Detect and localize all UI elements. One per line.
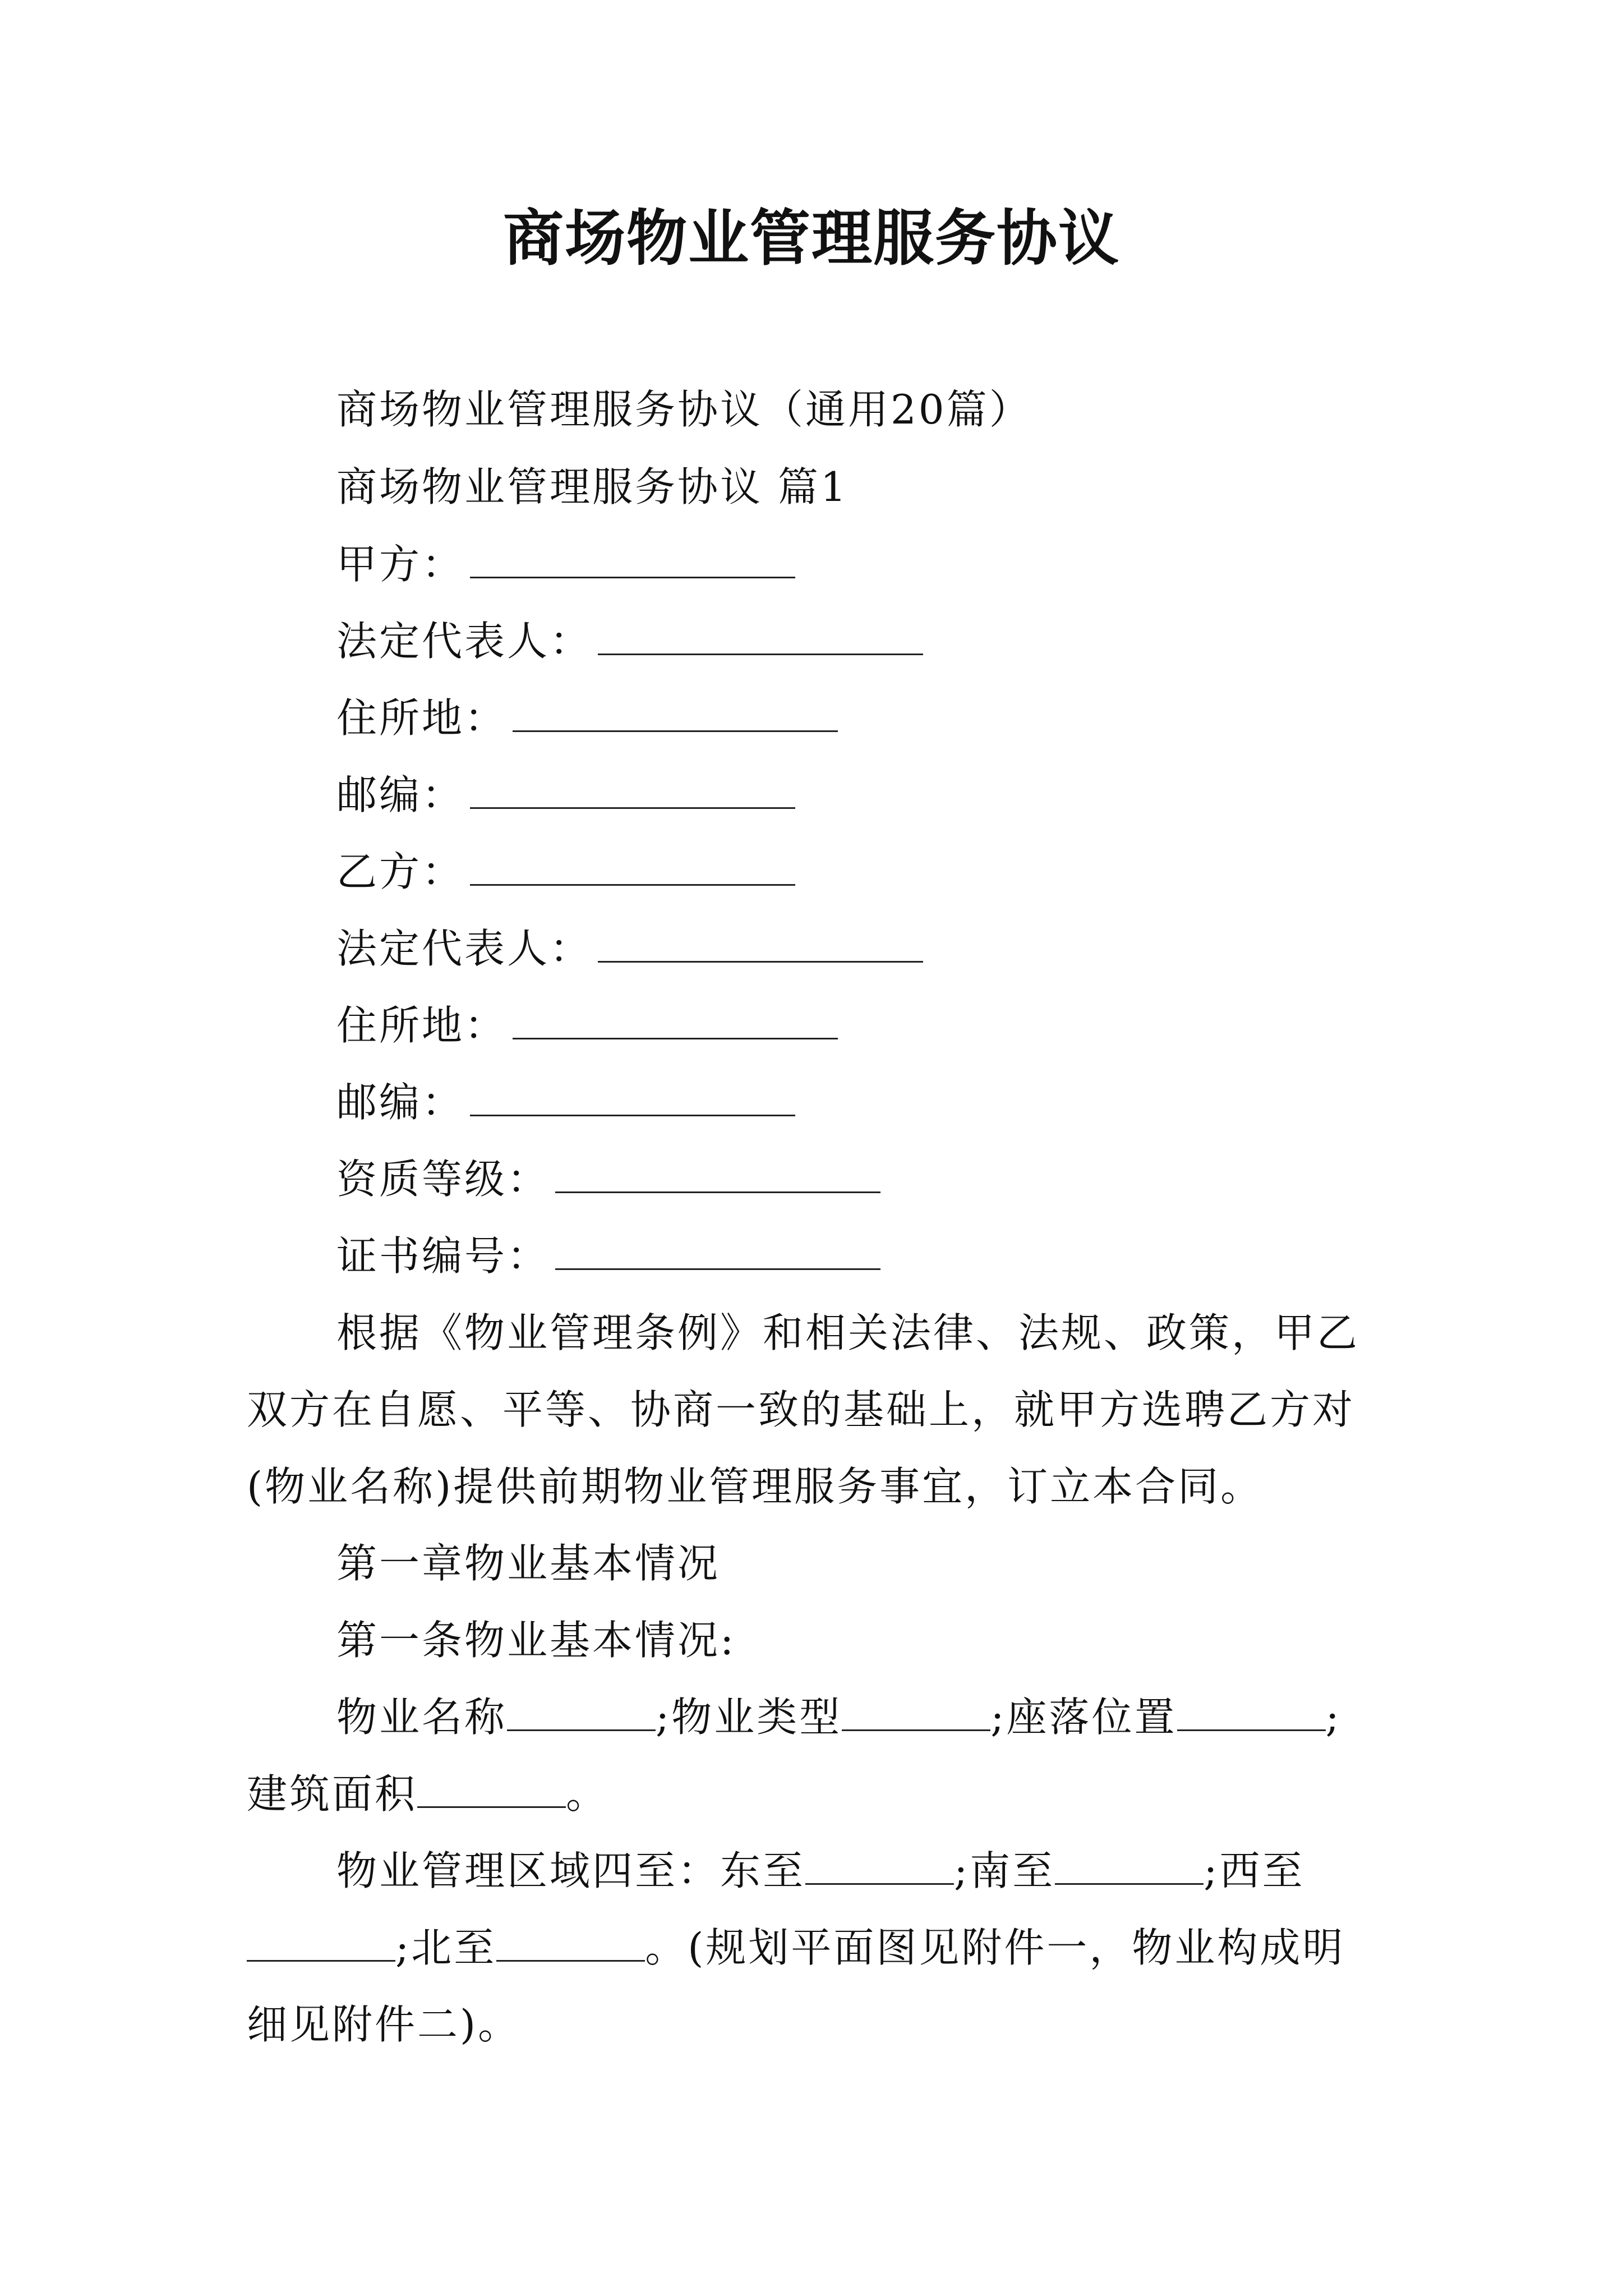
party-b-label: 乙方：	[336, 848, 465, 895]
property-location-label: ;座落位置	[990, 1694, 1177, 1741]
party-b-qualification-label: 资质等级：	[336, 1156, 550, 1203]
boundary-south-blank[interactable]	[1055, 1844, 1204, 1885]
party-b-rep-label: 法定代表人：	[336, 925, 593, 972]
party-b-row	[336, 844, 795, 900]
boundary-note: 。(规划平面图见附件一，物业构成明	[645, 1924, 1345, 1971]
boundary-south-label: ;南至	[954, 1847, 1055, 1894]
building-area-label: 建筑面积	[247, 1770, 418, 1818]
party-a-blank[interactable]	[470, 537, 795, 578]
property-location-blank[interactable]	[1177, 1690, 1326, 1731]
boundary-east-blank[interactable]	[805, 1844, 954, 1885]
intro-paragraph-line-1: 根据《物业管理条例》和相关法律、法规、政策，甲乙	[336, 1309, 1360, 1356]
property-info-line-2	[247, 1766, 608, 1822]
article-heading: 第一条物业基本情况:	[336, 1617, 736, 1664]
section-heading: 商场物业管理服务协议 篇1	[336, 463, 849, 510]
boundary-line-1	[336, 1843, 1305, 1899]
party-b-rep-blank[interactable]	[598, 922, 923, 963]
property-line-end: ;	[1325, 1694, 1341, 1741]
boundary-east-label: 物业管理区域四至：东至	[336, 1847, 806, 1894]
boundary-north-label: ;北至	[395, 1924, 497, 1971]
party-a-rep-label: 法定代表人：	[336, 618, 593, 665]
party-b-address-blank[interactable]	[513, 999, 838, 1039]
party-a-rep-blank[interactable]	[598, 614, 923, 655]
boundary-line-2	[247, 1920, 1345, 1976]
party-b-certificate-row	[336, 1228, 880, 1284]
party-b-address-row	[336, 997, 838, 1053]
document-subtitle: 商场物业管理服务协议（通用20篇）	[336, 386, 1032, 433]
boundary-west-label: ;西至	[1204, 1847, 1305, 1894]
party-a-rep-row	[336, 613, 923, 669]
party-b-blank[interactable]	[470, 845, 795, 886]
intro-paragraph-line-3: (物业名称)提供前期物业管理服务事宜，订立本合同。	[247, 1463, 1264, 1510]
party-a-label: 甲方：	[336, 541, 465, 588]
property-info-line-1	[336, 1689, 1341, 1745]
boundary-west-blank[interactable]	[247, 1921, 395, 1962]
party-a-address-blank[interactable]	[513, 691, 838, 732]
boundary-line-3: 细见附件二)。	[247, 2001, 521, 2048]
boundary-north-blank[interactable]	[496, 1921, 645, 1962]
party-b-certificate-label: 证书编号：	[336, 1232, 550, 1280]
party-b-address-label: 住所地：	[336, 1002, 508, 1049]
party-b-qualification-row	[336, 1151, 880, 1207]
property-type-label: ;物业类型	[656, 1694, 842, 1741]
property-type-blank[interactable]	[842, 1690, 990, 1731]
chapter-heading: 第一章物业基本情况	[336, 1540, 721, 1587]
intro-paragraph-line-2: 双方在自愿、平等、协商一致的基础上，就甲方选聘乙方对	[247, 1386, 1355, 1433]
property-name-blank[interactable]	[507, 1690, 656, 1731]
party-a-postcode-blank[interactable]	[470, 768, 795, 809]
building-area-blank[interactable]	[417, 1767, 566, 1808]
party-b-postcode-label: 邮编：	[336, 1079, 465, 1126]
party-a-postcode-label: 邮编：	[336, 771, 465, 818]
party-a-row	[336, 536, 795, 592]
building-area-end: 。	[566, 1770, 609, 1818]
party-b-rep-row	[336, 921, 923, 977]
party-b-qualification-blank[interactable]	[555, 1152, 880, 1193]
party-a-address-row	[336, 690, 838, 746]
document-title: 商场物业管理服务协议	[502, 203, 1120, 274]
party-a-postcode-row	[336, 767, 795, 823]
party-a-address-label: 住所地：	[336, 694, 508, 742]
party-b-certificate-blank[interactable]	[555, 1229, 880, 1270]
party-b-postcode-blank[interactable]	[470, 1075, 795, 1116]
party-b-postcode-row	[336, 1074, 795, 1130]
property-name-label: 物业名称	[336, 1694, 508, 1741]
